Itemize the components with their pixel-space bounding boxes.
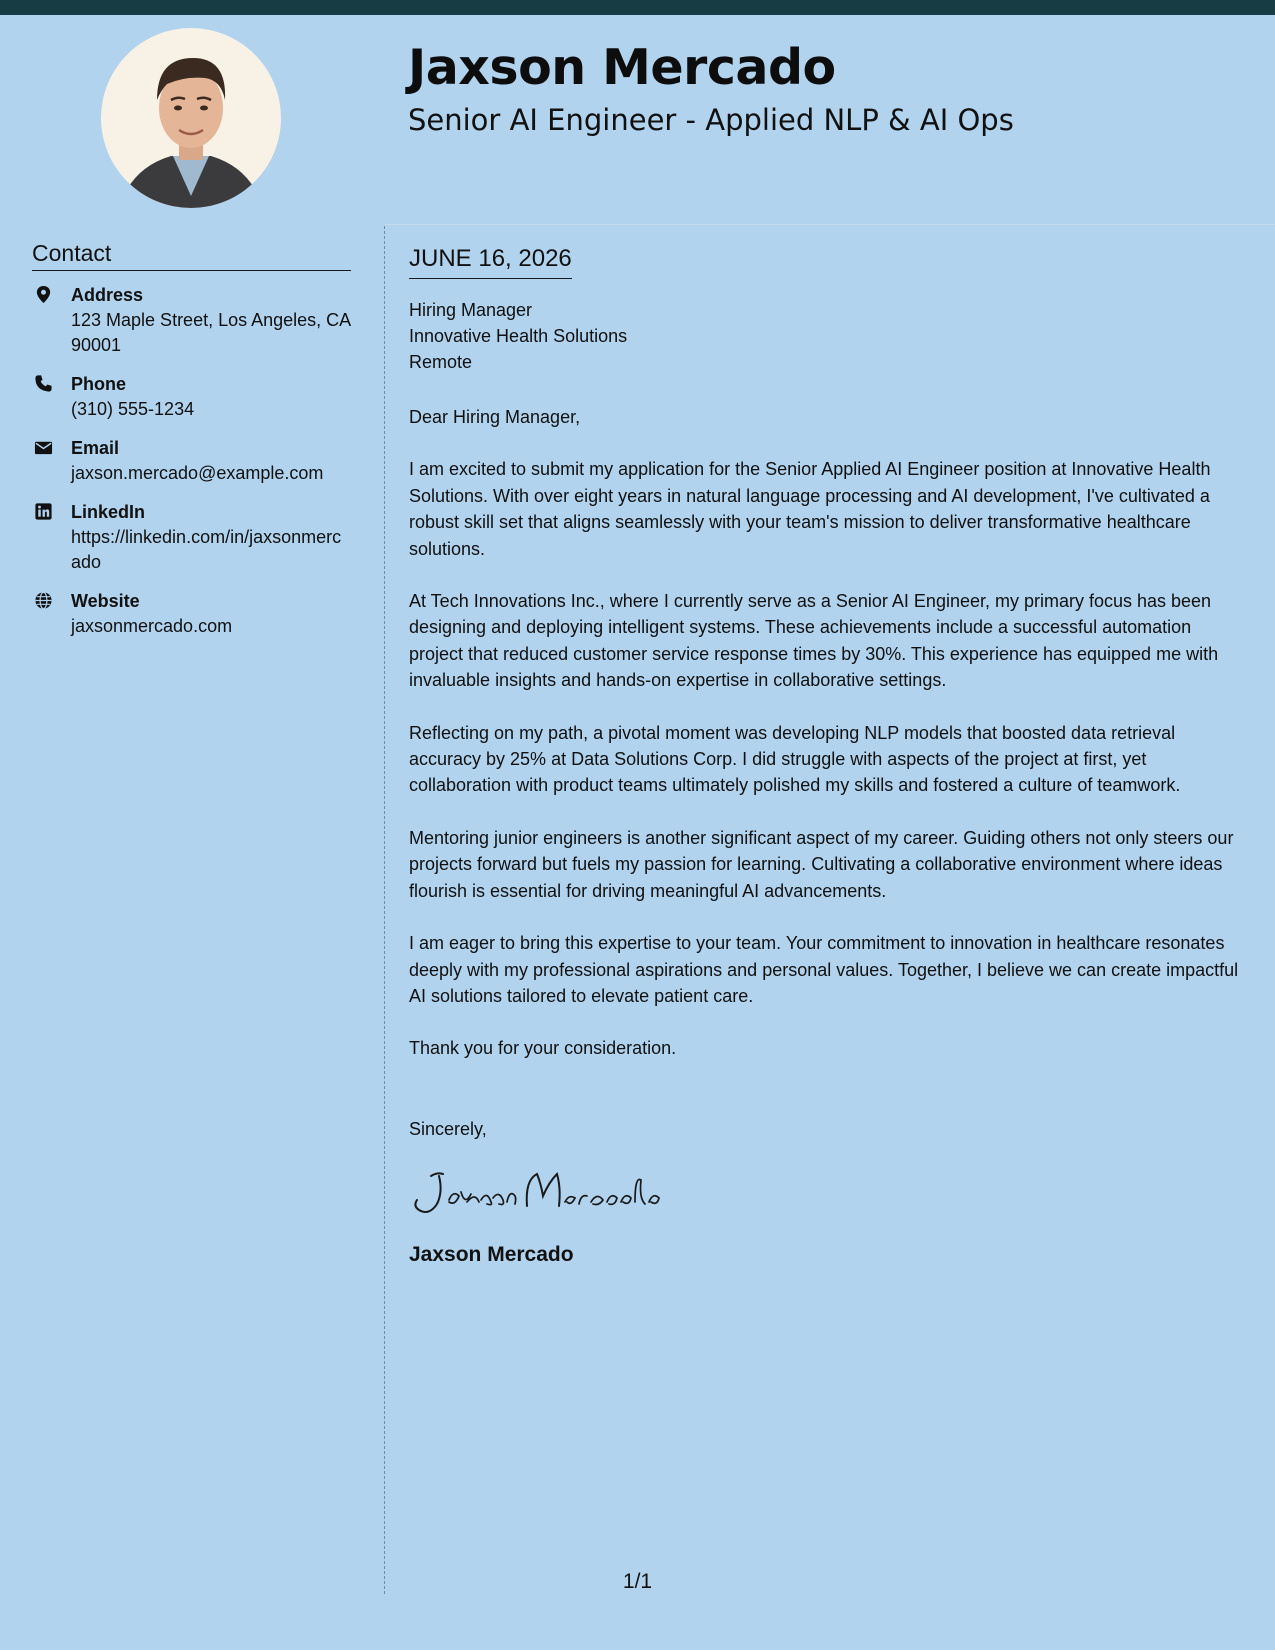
phone-label: Phone	[71, 374, 127, 394]
contact-phone	[32, 372, 351, 422]
envelope-icon	[34, 438, 53, 457]
contact-linkedin	[32, 500, 351, 575]
contact-website	[32, 589, 351, 639]
avatar	[101, 28, 281, 208]
contact-email	[32, 436, 351, 486]
contact-address	[32, 283, 351, 358]
linkedin-icon	[34, 502, 53, 521]
map-pin-icon	[34, 285, 53, 304]
handwritten-signature	[409, 1162, 1249, 1222]
top-bar	[0, 0, 1275, 15]
recipient-block	[409, 297, 1249, 375]
phone-value[interactable]: (310) 555-1234	[71, 399, 195, 419]
applicant-name: Jaxson Mercado	[408, 39, 836, 96]
contact-heading: Contact	[32, 240, 351, 271]
recipient-line: Remote	[409, 352, 473, 372]
address-label: Address	[71, 285, 144, 305]
globe-icon	[34, 591, 53, 610]
phone-icon	[34, 374, 53, 393]
letter-paragraph: Reflecting on my path, a pivotal moment was developing NLP models that boosted data retrieval accuracy by 25% at Data Solutions Corp. I did struggle with aspects of the project at first, yet collaboration with product teams ultimately polished my skills and fostered a culture of teamwork.	[409, 722, 1181, 796]
letter-date: JUNE 16, 2026	[409, 244, 572, 279]
signer-name: Jaxson Mercado	[409, 1243, 574, 1267]
linkedin-value[interactable]: https://linkedin.com/in/jaxsonmercado	[71, 527, 342, 572]
letter-paragraph: I am excited to submit my application for the Senior Applied AI Engineer position at Innovative Health Solutions. With over eight years in natural language processing and AI development, I've cultivated a robust skill set that aligns seamlessly with your team's mission to deliver transformative healthcare solutions.	[409, 459, 1211, 559]
linkedin-label: LinkedIn	[71, 502, 146, 522]
recipient-line: Innovative Health Solutions	[409, 326, 628, 346]
address-value: 123 Maple Street, Los Angeles, CA 90001	[71, 310, 351, 355]
page-number: 1/1	[622, 1570, 653, 1593]
salutation: Dear Hiring Manager,	[409, 407, 581, 427]
email-label: Email	[71, 438, 120, 458]
website-value[interactable]: jaxsonmercado.com	[71, 616, 233, 636]
letter-paragraph: I am eager to bring this expertise to your team. Your commitment to innovation in healthcare resonates deeply with my professional aspirations and personal values. Together, I believe we can create impactful AI solutions tailored to elevate patient care.	[409, 933, 1239, 1006]
letter-paragraph: Mentoring junior engineers is another significant aspect of my career. Guiding others not only steers our projects forward but fuels my passion for learning. Cultivating a collaborative environment where ideas flourish is essential for driving meaningful AI advancements.	[409, 827, 1234, 901]
website-label: Website	[71, 591, 140, 611]
header-divider	[385, 224, 1275, 225]
letter-paragraph: Thank you for your consideration.	[409, 1038, 677, 1059]
letter-paragraph: At Tech Innovations Inc., where I currently serve as a Senior AI Engineer, my primary focus has been designing and deploying intelligent systems. These achievements include a successful automation project that reduced customer service response times by 30%. This experience has equipped me with invaluable insights and hands-on expertise in collaborative settings.	[409, 591, 1219, 691]
cover-letter	[409, 244, 1249, 1269]
contact-sidebar	[32, 240, 351, 653]
email-value[interactable]: jaxson.mercado@example.com	[71, 463, 324, 483]
recipient-line: Hiring Manager	[409, 300, 533, 320]
column-divider	[384, 226, 385, 1594]
closing: Sincerely,	[409, 1118, 487, 1139]
applicant-title: Senior AI Engineer - Applied NLP & AI Ops	[408, 103, 1014, 137]
